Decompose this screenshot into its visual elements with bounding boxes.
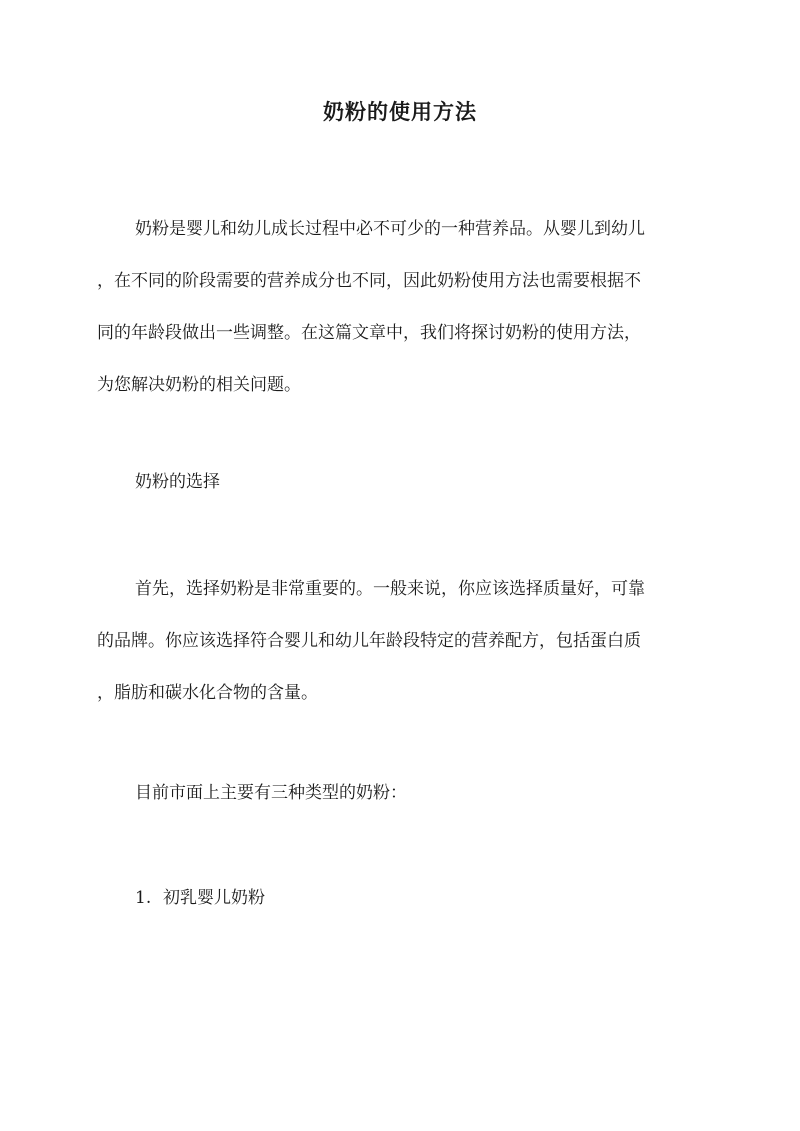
- document-title: 奶粉的使用方法: [323, 99, 477, 124]
- intro-line: 为您解决奶粉的相关问题。: [97, 375, 301, 395]
- section-heading: 奶粉的选择: [135, 472, 220, 492]
- selection-line: 首先，选择奶粉是非常重要的。一般来说，你应该选择质量好，可靠: [135, 579, 645, 599]
- intro-paragraph: [97, 203, 703, 411]
- intro-line: 奶粉是婴儿和幼儿成长过程中必不可少的一种营养品。从婴儿到幼儿: [135, 219, 645, 239]
- selection-line: ，脂肪和碳水化合物的含量。: [97, 683, 318, 703]
- list-item-text: 初乳婴儿奶粉: [163, 888, 265, 908]
- types-intro: 目前市面上主要有三种类型的奶粉：: [135, 783, 407, 803]
- list-item: [135, 872, 265, 924]
- list-item-number: 1.: [135, 888, 152, 908]
- intro-line: ，在不同的阶段需要的营养成分也不同，因此奶粉使用方法也需要根据不: [97, 271, 641, 291]
- types-intro-paragraph: [97, 767, 703, 819]
- selection-line: 的品牌。你应该选择符合婴儿和幼儿年龄段特定的营养配方，包括蛋白质: [97, 631, 641, 651]
- section-heading-paragraph: [97, 456, 703, 508]
- selection-paragraph: [97, 563, 703, 719]
- intro-line: 同的年龄段做出一些调整。在这篇文章中，我们将探讨奶粉的使用方法，: [97, 323, 641, 343]
